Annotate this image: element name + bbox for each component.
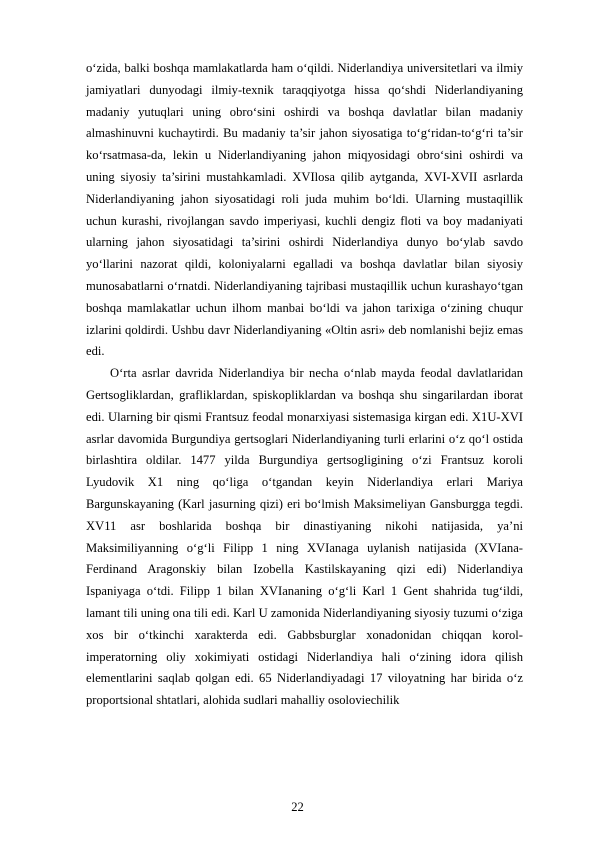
paragraph-medieval-netherlands: O‘rta asrlar davrida Niderlandiya bir necha o‘nlab mayda feodal davlatlaridan Gertsogliklardan, grafliklardan, spiskopliklardan va boshqa shu singarilardan iborat edi. Ularning bir qismi Frantsuz feodal monarxiyasi sistemasiga kirgan edi. X1U-XVI asrlar davomida Burgundiya gertsoglari Niderlandiyaning turli erlarini o‘z qo‘l ostida birlashtira oldilar. 1477 yilda Burgundiya gertsogligining o‘zi Frantsuz koroli Lyudovik X1 ning qo‘liga o‘tgandan keyin Niderlandiya erlari Mariya Bargunskayaning (Karl jasurning qizi) eri bo‘lmish Maksimeliyan Gansburgga tegdi. XV11 asr boshlarida boshqa bir dinastiyaning nikohi natijasida, ya’ni Maksimiliyanning o‘g‘li Filipp 1 ning XVIanaga uylanish natijasida (XVIana-Ferdinand Aragonskiy bilan Izobella Kastilskayaning qizi edi) Niderlandiya Ispaniyaga o‘tdi. Filipp 1 bilan XVIananing o‘g‘li Karl 1 Gent shahrida tug‘ildi, lamant tili uning ona tili edi. Karl U zamonida Niderlandiyaning siyosiy tuzumi o‘ziga xos bir o‘tkinchi xarakterda edi. Gabbsburglar xonadonidan chiqqan korol-imperatorning oliy xokimiyati ostidagi Niderlandiya hali o‘zining idora qilish elementlarini saqlab qolgan edi. 65 Niderlandiyadagi 17 viloyatning har birida o‘z proportsional shtatlari, alohida sudlari mahalliy osoloviechilik [86,366,523,708]
paragraph-netherlands-influence: o‘zida, balki boshqa mamlakatlarda ham o‘qildi. Niderlandiya universitetlari va ilmiy jamiyatlari dunyodagi ilmiy-texnik taraqqiyotga hissa qo‘shdi Niderlandiyaning madaniy yutuqlari uning obro‘sini oshirdi va boshqa davlatlar bilan madaniy almashinuvni kuchaytirdi. Bu madaniy ta’sir jahon siyosatiga to‘g‘ridan-to‘g‘ri ta’sir ko‘rsatmasa-da, lekin u Niderlandiyaning jahon miqyosidagi obro‘sini oshirdi va uning siyosiy ta’sirini mustahkamladi. XVIlosa qilib aytganda, XVI-XVII asrlarda Niderlandiyaning jahon siyosatidagi roli juda muhim bo‘ldi. Ularning mustaqillik uchun kurashi, rivojlangan savdo imperiyasi, kuchli dengiz floti va boy madaniyati ularning jahon siyosatidagi ta’sirini oshirdi Niderlandiya dunyo bo‘ylab savdo yo‘llarini nazorat qildi, koloniyalarni egalladi va boshqa davlatlar bilan siyosiy munosabatlarni o‘rnatdi. Niderlandiyaning tajribasi mustaqillik uchun kurashayo‘tgan boshqa mamlakatlar uchun ilhom manbai bo‘ldi va jahon tarixiga o‘zining chuqur izlarini qoldirdi. Ushbu davr Niderlandiyaning «Oltin asri» deb nomlanishi bejiz emas edi. [86,61,523,359]
document-body [86,58,523,712]
page-number: 22 [291,800,304,814]
